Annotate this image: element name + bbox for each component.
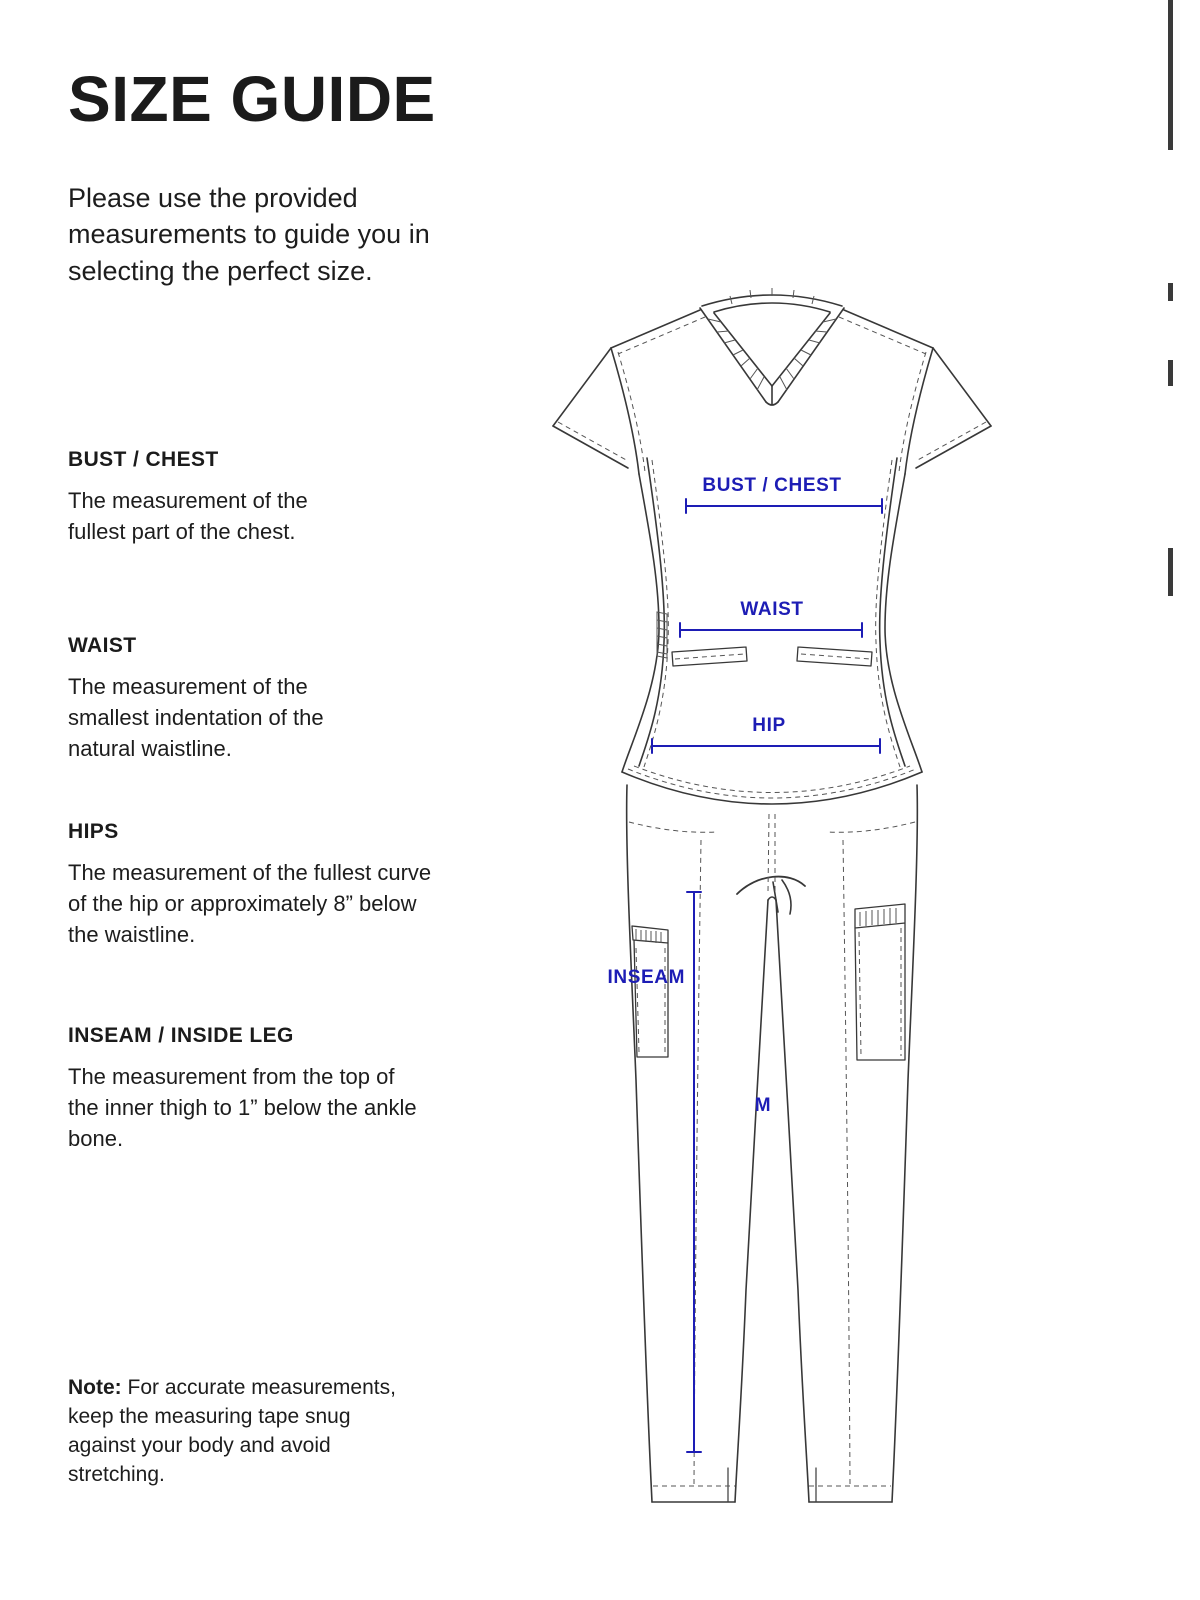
intro-text: Please use the provided measurements to guide you in selecting the perfect size. xyxy=(68,183,430,286)
bust-measure-line xyxy=(686,499,882,513)
measurement-labels xyxy=(608,475,842,1116)
right-edge-clipped-mark xyxy=(1168,283,1173,301)
garment-technical-drawing xyxy=(535,280,995,1525)
section-heading-inseam: INSEAM / INSIDE LEG xyxy=(68,1024,294,1047)
right-edge-clipped-mark xyxy=(1168,0,1173,150)
section-heading-hips: HIPS xyxy=(68,820,119,843)
hip-measure-line xyxy=(652,739,880,753)
measurement-annotations xyxy=(652,499,882,1452)
section-hips xyxy=(68,820,450,951)
size-label: M xyxy=(754,1095,772,1116)
section-heading-waist: WAIST xyxy=(68,634,137,657)
hip-label: HIP xyxy=(752,715,786,736)
right-edge-clipped-mark xyxy=(1168,548,1173,596)
section-heading-bust-chest: BUST / CHEST xyxy=(68,448,219,471)
section-waist xyxy=(68,634,380,765)
garment-diagram xyxy=(535,280,995,1525)
page-title: SIZE GUIDE xyxy=(68,63,436,135)
bust-chest-label: BUST / CHEST xyxy=(702,475,842,496)
section-body-waist: The measurement of the smallest indentation of the natural waistline. xyxy=(68,674,324,762)
right-edge-clipped-mark xyxy=(1168,360,1173,386)
inseam-label: INSEAM xyxy=(607,967,685,988)
waist-label: WAIST xyxy=(740,599,804,620)
scrub-pants-outline xyxy=(627,785,918,1502)
waist-measure-line xyxy=(680,623,862,637)
section-bust-chest xyxy=(68,448,358,547)
section-body-inseam: The measurement from the top of the inner thigh to 1” below the ankle bone. xyxy=(68,1064,417,1152)
section-inseam xyxy=(68,1024,420,1155)
note-body: For accurate measurements, keep the measuring tape snug against your body and avoid stretching. xyxy=(68,1376,396,1486)
section-body-hips: The measurement of the fullest curve of the hip or approximately 8” below the waistline. xyxy=(68,860,432,948)
note-label: Note: xyxy=(68,1376,122,1399)
section-body-bust-chest: The measurement of the fullest part of the chest. xyxy=(68,488,308,545)
note-text xyxy=(68,1374,404,1490)
